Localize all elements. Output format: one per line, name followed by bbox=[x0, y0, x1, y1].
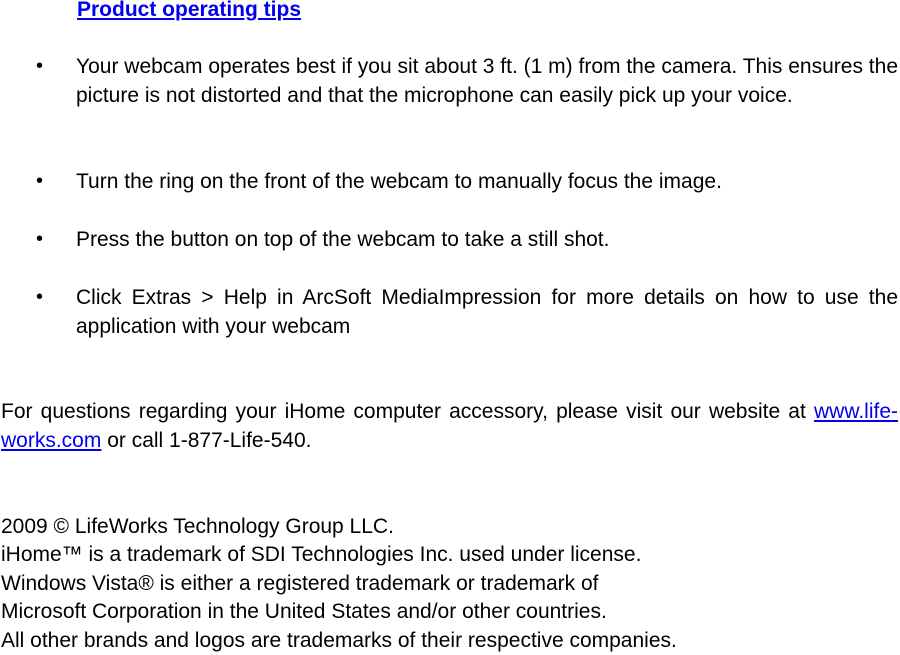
copyright-line: 2009 © LifeWorks Technology Group LLC. bbox=[1, 515, 394, 538]
contact-text-after: or call 1-877-Life-540. bbox=[101, 429, 312, 452]
bullet-icon: • bbox=[36, 286, 44, 308]
tip-text: Turn the ring on the front of the webcam to manually focus the image. bbox=[76, 170, 722, 193]
section-heading: Product operating tips bbox=[77, 0, 302, 21]
tip-text: Click Extras > Help in ArcSoft MediaImpression for more details on how to use the application with your webcam bbox=[76, 286, 898, 338]
trademark-line: Microsoft Corporation in the United States and/or other countries. bbox=[1, 600, 607, 623]
tip-text: Press the button on top of the webcam to take a still shot. bbox=[76, 228, 610, 251]
bullet-icon: • bbox=[36, 55, 44, 77]
trademark-line: iHome™ is a trademark of SDI Technologies Inc. used under license. bbox=[1, 543, 642, 566]
tip-text: Your webcam operates best if you sit about 3 ft. (1 m) from the camera. This ensures the picture is not distorted and that the microphone can easily pick up your voice. bbox=[76, 55, 898, 107]
website-link[interactable]: www.life-works.com bbox=[1, 400, 898, 452]
trademark-line: Windows Vista® is either a registered trademark or trademark of bbox=[1, 572, 599, 595]
contact-paragraph bbox=[1, 397, 898, 455]
contact-text-before: For questions regarding your iHome computer accessory, please visit our website at bbox=[1, 400, 814, 423]
bullet-icon: • bbox=[36, 170, 44, 192]
trademark-line: All other brands and logos are trademarks of their respective companies. bbox=[1, 629, 677, 652]
bullet-icon: • bbox=[36, 228, 44, 250]
